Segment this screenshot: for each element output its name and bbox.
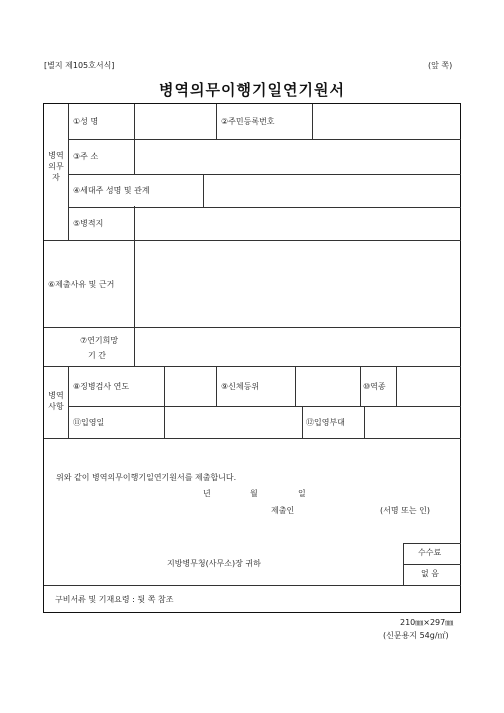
enlist-unit-label: ⑫입영부대 [306, 418, 345, 427]
declaration-text: 위와 같이 병역의무이행기일연기원서를 제출합니다. [56, 473, 237, 482]
month-label: 월 [250, 489, 258, 498]
year-label: 년 [203, 489, 211, 498]
grade-field[interactable] [297, 368, 358, 404]
enlist-date-label: ⑪입영일 [73, 418, 105, 427]
paper-size-label: 210㎜×297㎜ [400, 618, 454, 627]
desired-period-label-2: 기 간 [88, 351, 106, 360]
exam-year-label: ⑧징병검사 연도 [73, 382, 130, 391]
page-side-label: (앞 쪽) [428, 61, 453, 70]
submitter-field[interactable] [310, 503, 372, 517]
section-person-label: 병역 의무 자 [48, 151, 64, 182]
registry-field[interactable] [136, 209, 459, 238]
submitter-label: 제출인 [271, 506, 295, 515]
resident-no-field[interactable] [314, 106, 459, 137]
reason-field[interactable] [136, 242, 459, 325]
form-title: 병역의무이행기일연기원서 [159, 81, 345, 99]
fee-value: 없 음 [421, 569, 439, 578]
desired-period-label-1: ⑦연기희망 [80, 336, 119, 345]
branch-label: ⑩역종 [363, 382, 386, 391]
desired-period-field[interactable] [136, 329, 459, 364]
address-field[interactable] [136, 141, 459, 172]
enlist-unit-field[interactable] [366, 408, 459, 436]
exam-year-field[interactable] [166, 368, 214, 404]
fee-label: 수수료 [418, 548, 442, 557]
form-number: [별지 제105호서식] [44, 61, 115, 70]
householder-field[interactable] [205, 176, 459, 205]
grade-label: ⑨신체등위 [221, 382, 260, 391]
address-label: ③주 소 [73, 152, 99, 161]
sign-label: (서명 또는 인) [380, 506, 430, 515]
reason-label: ⑥제출사유 및 근거 [48, 280, 115, 289]
required-documents-note: 구비서류 및 기재요령 : 뒷 쪽 참조 [55, 595, 174, 604]
registry-label: ⑤병적지 [73, 219, 104, 228]
name-field[interactable] [136, 106, 214, 137]
section-military-label: 병역 사항 [48, 391, 64, 411]
enlist-date-field[interactable] [166, 408, 300, 436]
day-label: 일 [298, 489, 306, 498]
addressee-label: 지방병무청(사무소)장 귀하 [167, 559, 261, 568]
name-label: ①성 명 [73, 117, 99, 126]
householder-label: ④세대주 성명 및 관계 [73, 186, 150, 195]
branch-field[interactable] [398, 368, 459, 404]
resident-no-label: ②주민등록번호 [221, 117, 275, 126]
paper-type-label: (신문용지 54g/㎡) [383, 631, 449, 640]
